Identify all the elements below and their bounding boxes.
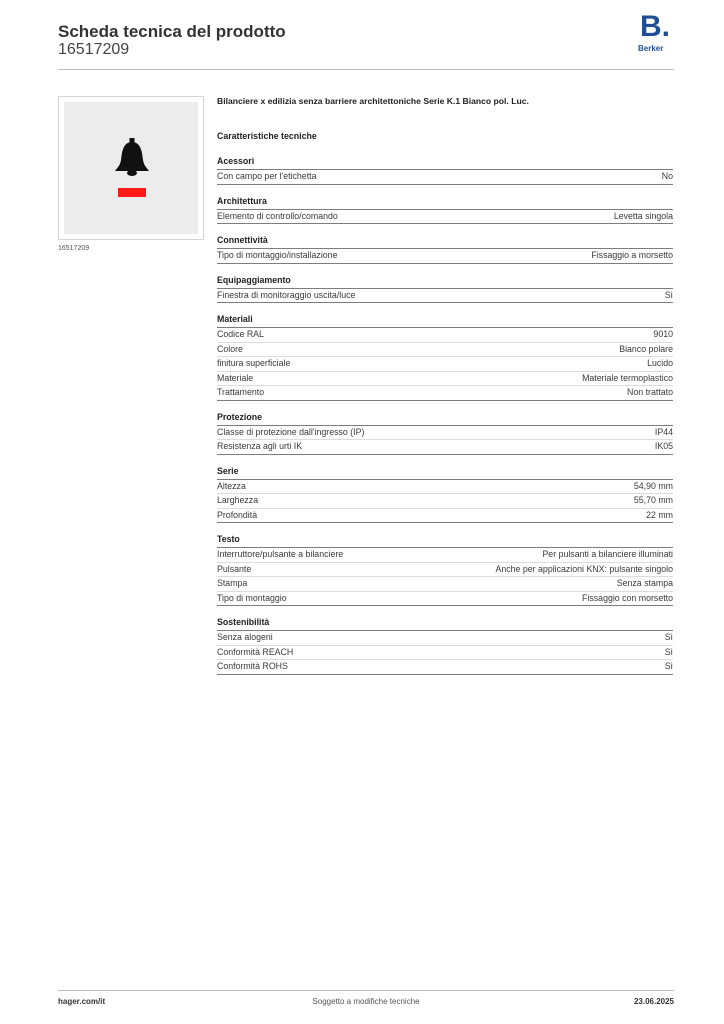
spec-groups bbox=[217, 156, 673, 675]
spec-value: Fissaggio a morsetto bbox=[591, 250, 673, 260]
spec-group-title: Equipaggiamento bbox=[217, 275, 673, 289]
spec-group bbox=[217, 275, 673, 304]
spec-row bbox=[217, 592, 673, 607]
spec-row bbox=[217, 343, 673, 358]
spec-group bbox=[217, 156, 673, 185]
spec-label: Conformità ROHS bbox=[217, 661, 288, 671]
spec-value: Sì bbox=[664, 632, 673, 642]
spec-row bbox=[217, 577, 673, 592]
spec-value: Sì bbox=[664, 646, 673, 657]
spec-label: Colore bbox=[217, 343, 243, 354]
brand-logo bbox=[638, 10, 672, 56]
bell-icon bbox=[112, 138, 152, 176]
logo-text: Berker bbox=[638, 44, 664, 53]
spec-group-title: Testo bbox=[217, 534, 673, 548]
product-image bbox=[64, 102, 198, 234]
spec-label: Stampa bbox=[217, 578, 248, 588]
spec-label: Materiale bbox=[217, 372, 254, 383]
spec-group bbox=[217, 314, 673, 401]
spec-value: 54,90 mm bbox=[633, 480, 673, 491]
spec-label: Tipo di montaggio/installazione bbox=[217, 250, 338, 260]
spec-group-title: Serie bbox=[217, 466, 673, 480]
spec-group bbox=[217, 534, 673, 606]
page-header bbox=[58, 10, 674, 68]
spec-label: Tipo di montaggio bbox=[217, 592, 287, 603]
spec-label: Profondità bbox=[217, 509, 258, 520]
product-name: Bilanciere x edilizia senza barriere architettoniche Serie K.1 Bianco pol. Luc. bbox=[217, 96, 529, 106]
section-heading: Caratteristiche tecniche bbox=[217, 131, 317, 141]
product-image-frame bbox=[58, 96, 204, 240]
spec-row bbox=[217, 249, 673, 264]
spec-row bbox=[217, 480, 673, 495]
spec-label: Conformità REACH bbox=[217, 646, 294, 657]
spec-row bbox=[217, 440, 673, 455]
document-title: Scheda tecnica del prodotto bbox=[58, 22, 286, 41]
spec-value: 55,70 mm bbox=[633, 495, 673, 505]
spec-row bbox=[217, 210, 673, 225]
header-divider bbox=[58, 69, 674, 70]
spec-row bbox=[217, 563, 673, 578]
spec-group-title: Architettura bbox=[217, 196, 673, 210]
spec-label: Classe di protezione dall'ingresso (IP) bbox=[217, 426, 365, 437]
spec-value: Levetta singola bbox=[613, 210, 673, 221]
spec-label: Pulsante bbox=[217, 563, 252, 574]
spec-row bbox=[217, 357, 673, 372]
spec-group-title: Acessori bbox=[217, 156, 673, 170]
spec-row bbox=[217, 548, 673, 563]
spec-value: Fissaggio con morsetto bbox=[582, 592, 673, 603]
spec-row bbox=[217, 646, 673, 661]
spec-row bbox=[217, 170, 673, 185]
product-code: 16517209 bbox=[58, 41, 130, 58]
spec-row bbox=[217, 631, 673, 646]
spec-label: Altezza bbox=[217, 480, 246, 491]
footer-date: 23.06.2025 bbox=[633, 997, 674, 1006]
spec-group-title: Connettività bbox=[217, 235, 673, 249]
spec-label: Con campo per l'etichetta bbox=[217, 171, 317, 181]
spec-row bbox=[217, 386, 673, 401]
spec-label: Larghezza bbox=[217, 495, 259, 505]
image-caption: 16517209 bbox=[58, 245, 90, 252]
spec-group bbox=[217, 617, 673, 675]
logo-letter: B. bbox=[640, 10, 670, 43]
spec-row bbox=[217, 372, 673, 387]
spec-group-title: Protezione bbox=[217, 412, 673, 426]
spec-value: Bianco polare bbox=[619, 343, 673, 354]
spec-value: Sì bbox=[664, 661, 673, 671]
spec-value: No bbox=[661, 171, 673, 181]
spec-value: 22 mm bbox=[646, 509, 673, 520]
spec-content bbox=[217, 96, 673, 675]
spec-value: Lucido bbox=[647, 358, 673, 368]
spec-label: Codice RAL bbox=[217, 329, 264, 339]
spec-label: Interruttore/pulsante a bilanciere bbox=[217, 549, 344, 559]
spec-value: Sì bbox=[664, 289, 673, 300]
spec-value: Anche per applicazioni KNX: pulsante singolo bbox=[495, 563, 673, 574]
spec-group bbox=[217, 412, 673, 455]
spec-label: Resistenza agli urti IK bbox=[217, 441, 303, 451]
spec-value: Senza stampa bbox=[616, 578, 673, 588]
spec-value: Per pulsanti a bilanciere illuminati bbox=[542, 549, 673, 559]
footer-note: Soggetto a modifiche tecniche bbox=[312, 997, 420, 1006]
spec-value: Non trattato bbox=[627, 387, 673, 397]
spec-row bbox=[217, 660, 673, 675]
spec-value: IP44 bbox=[654, 426, 673, 437]
footer-divider bbox=[58, 990, 674, 991]
spec-group bbox=[217, 466, 673, 524]
spec-row bbox=[217, 328, 673, 343]
spec-row bbox=[217, 494, 673, 509]
spec-label: Elemento di controllo/comando bbox=[217, 210, 338, 221]
spec-label: Trattamento bbox=[217, 387, 265, 397]
spec-value: IK05 bbox=[654, 441, 673, 451]
spec-group bbox=[217, 235, 673, 264]
spec-group bbox=[217, 196, 673, 225]
spec-group-title: Sostenibilità bbox=[217, 617, 673, 631]
footer-website[interactable]: hager.com/it bbox=[58, 997, 106, 1006]
spec-label: Finestra di monitoraggio uscita/luce bbox=[217, 289, 356, 300]
spec-row bbox=[217, 289, 673, 304]
spec-label: Senza alogeni bbox=[217, 632, 273, 642]
spec-row bbox=[217, 426, 673, 441]
spec-value: 9010 bbox=[653, 329, 673, 339]
led-window bbox=[118, 188, 146, 197]
spec-label: finitura superficiale bbox=[217, 358, 291, 368]
spec-value: Materiale termoplastico bbox=[582, 372, 673, 383]
spec-group-title: Materiali bbox=[217, 314, 673, 328]
spec-row bbox=[217, 509, 673, 524]
